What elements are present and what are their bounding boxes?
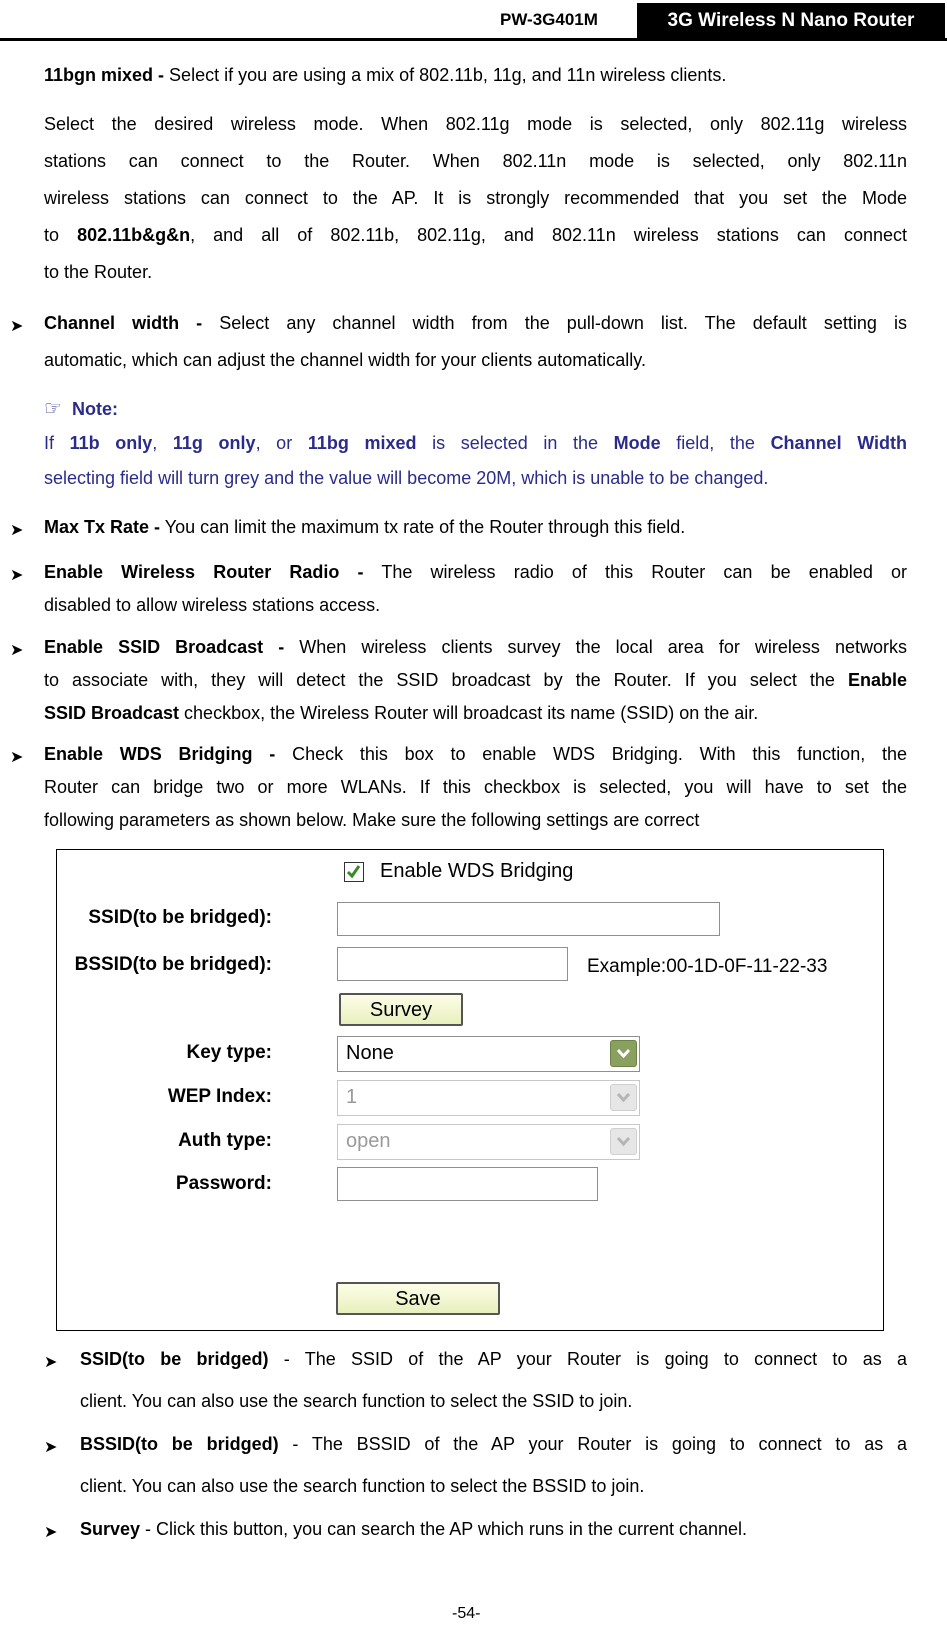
mode-para-line-5: to the Router.: [44, 262, 153, 282]
bullet-arrow-icon: ➤: [10, 318, 24, 335]
checkmark-icon: [345, 863, 362, 880]
bullet-arrow-icon: ➤: [44, 1354, 58, 1371]
save-button[interactable]: Save: [336, 1282, 500, 1315]
mode-para-line-4: to 802.11b&g&n, and all of 802.11b, 802.11g, and 802.11n wireless stations can connect: [44, 225, 907, 245]
max-tx-line: Max Tx Rate - You can limit the maximum tx rate of the Router through this field.: [44, 517, 686, 537]
bullet-arrow-icon: ➤: [10, 749, 24, 766]
key-type-label: Key type:: [186, 1042, 272, 1063]
mode-11bgn-line: 11bgn mixed - Select if you are using a mix of 802.11b, 11g, and 11n wireless clients.: [44, 65, 727, 85]
page-header: [0, 0, 947, 42]
wep-index-label: WEP Index:: [167, 1086, 272, 1107]
survey-button[interactable]: Survey: [339, 993, 463, 1026]
wds-line-1: Enable WDS Bridging - Check this box to enable WDS Bridging. With this function, the: [44, 744, 908, 764]
bullet-arrow-icon: ➤: [10, 567, 24, 584]
pointing-hand-icon: ☞: [44, 398, 62, 420]
password-label: Password:: [175, 1173, 272, 1194]
wds-line-3: following parameters as shown below. Make sure the following settings are correct: [44, 810, 700, 830]
page-number: -54-: [452, 1605, 481, 1622]
survey-line: Survey - Click this button, you can search the AP which runs in the current channel.: [80, 1519, 748, 1539]
bullet-arrow-icon: ➤: [10, 522, 24, 539]
ssid-input[interactable]: [337, 902, 720, 936]
note-line-2: selecting field will turn grey and the value will become 20M, which is unable to be changed.: [44, 468, 769, 488]
wds-settings-figure: [56, 849, 884, 1331]
channel-width-line-1: Channel width - Select any channel width from the pull-down list. The default setting is: [44, 313, 907, 333]
ssid-broadcast-line-1: Enable SSID Broadcast - When wireless clients survey the local area for wireless networks: [44, 637, 907, 657]
bssid-label: BSSID(to be bridged):: [74, 954, 272, 975]
chevron-down-icon: [610, 1040, 637, 1067]
mode-para-line-2: stations can connect to the Router. When 802.11n mode is selected, only 802.11n: [44, 151, 907, 171]
radio-line-2: disabled to allow wireless stations access.: [44, 595, 381, 615]
auth-type-select[interactable]: open: [337, 1124, 640, 1160]
bullet-arrow-icon: ➤: [10, 642, 24, 659]
chevron-down-icon: [610, 1128, 637, 1155]
auth-type-label: Auth type:: [178, 1130, 272, 1151]
wep-index-select[interactable]: 1: [337, 1080, 640, 1116]
ssid-broadcast-line-2: to associate with, they will detect the SSID broadcast by the Router. If you select the Enable: [44, 670, 907, 690]
mode-para-line-3: wireless stations can connect to the AP. It is strongly recommended that you set the Mode: [44, 188, 907, 208]
radio-line-1: Enable Wireless Router Radio - The wireless radio of this Router can be enabled or: [44, 562, 907, 582]
header-title: 3G Wireless N Nano Router: [637, 3, 945, 38]
key-type-select[interactable]: None: [337, 1036, 640, 1072]
header-rule: [0, 38, 947, 41]
mode-para-line-1: Select the desired wireless mode. When 802.11g mode is selected, only 802.11g wireless: [44, 114, 907, 134]
bssid-example: Example:00-1D-0F-11-22-33: [587, 956, 828, 977]
bullet-arrow-icon: ➤: [44, 1524, 58, 1541]
ssid-bridged-line-1: SSID(to be bridged) - The SSID of the AP your Router is going to connect to as a: [80, 1349, 907, 1369]
password-input[interactable]: [337, 1167, 598, 1201]
chevron-down-icon: [610, 1084, 637, 1111]
channel-width-line-2: automatic, which can adjust the channel width for your clients automatically.: [44, 350, 646, 370]
enable-wds-label: Enable WDS Bridging: [380, 860, 574, 882]
wds-line-2: Router can bridge two or more WLANs. If this checkbox is selected, you will have to set the: [44, 777, 907, 797]
note-line-1: If 11b only, 11g only, or 11bg mixed is selected in the Mode field, the Channel Width: [44, 433, 908, 453]
enable-wds-checkbox[interactable]: [344, 862, 364, 882]
bssid-bridged-line-1: BSSID(to be bridged) - The BSSID of the AP your Router is going to connect to as a: [80, 1434, 907, 1454]
bullet-arrow-icon: ➤: [44, 1439, 58, 1456]
note-heading: ☞ Note:: [44, 398, 118, 420]
ssid-label: SSID(to be bridged):: [88, 907, 272, 928]
ssid-bridged-line-2: client. You can also use the search function to select the SSID to join.: [80, 1391, 633, 1411]
bssid-input[interactable]: [337, 947, 568, 981]
ssid-broadcast-line-3: SSID Broadcast checkbox, the Wireless Router will broadcast its name (SSID) on the air.: [44, 703, 759, 723]
bssid-bridged-line-2: client. You can also use the search function to select the BSSID to join.: [80, 1476, 645, 1496]
model-name: PW-3G401M: [500, 10, 598, 29]
